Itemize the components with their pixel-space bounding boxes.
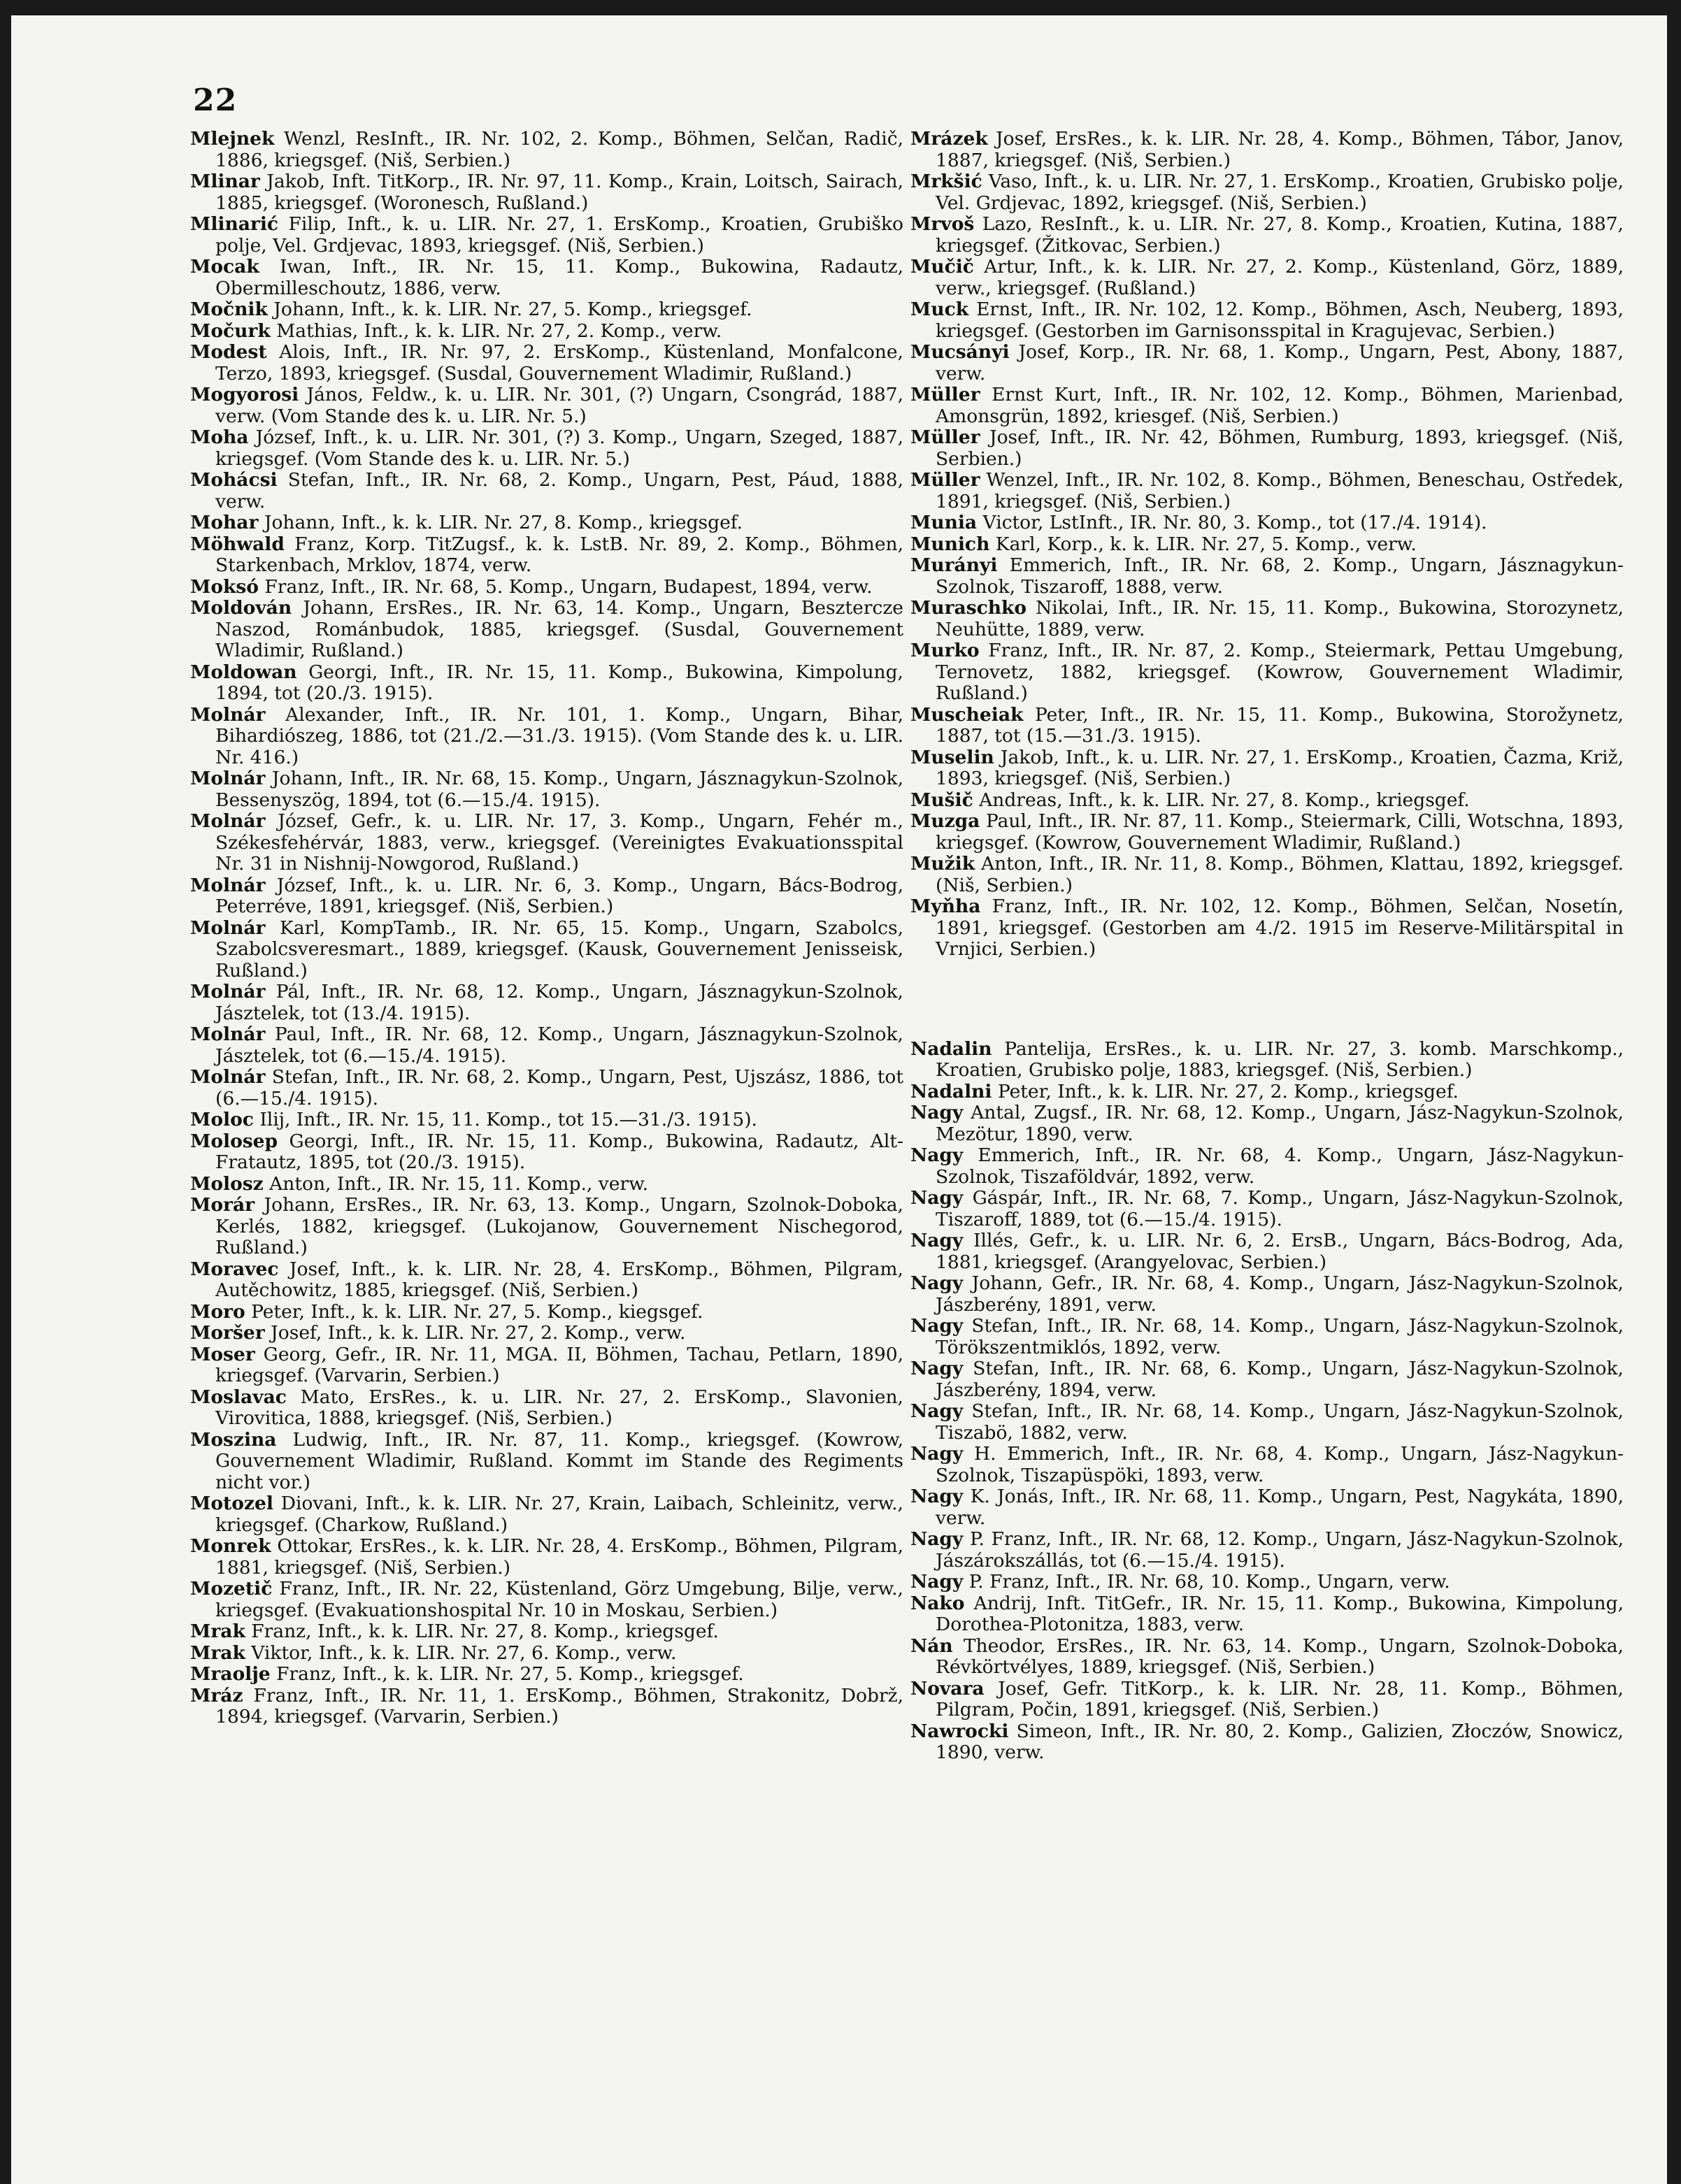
list-entry — [190, 598, 903, 662]
entry-surname: Moksó — [190, 575, 259, 598]
entry-surname: Murányi — [910, 554, 998, 576]
entry-surname: Munia — [910, 512, 978, 533]
entry-details: Peter, Inft., IR. Nr. 15, 11. Komp., Bukowina, Storožynetz, 1887, tot (15.—31./3. 1915). — [936, 703, 1624, 747]
entry-details: Stefan, Inft., IR. Nr. 68, 2. Komp., Ungarn, Pest, Páud, 1888, verw. — [215, 469, 903, 512]
list-entry — [910, 1188, 1624, 1230]
list-entry — [910, 705, 1624, 747]
list-entry — [910, 1486, 1624, 1529]
list-entry — [910, 1572, 1624, 1593]
entry-surname: Nagy — [910, 1230, 964, 1251]
entry-surname: Mozetič — [190, 1578, 273, 1600]
entry-details: Mato, ErsRes., k. u. LIR. Nr. 27, 2. ErsKomp., Slavonien, Virovitica, 1888, kriegsgef. (Niš, Serbien.) — [215, 1386, 903, 1429]
list-entry — [190, 1493, 903, 1536]
entry-surname: Mohar — [190, 512, 259, 533]
entry-details: Peter, Inft., k. k. LIR. Nr. 27, 5. Komp., kiegsgef. — [251, 1300, 703, 1323]
entry-surname: Nagy — [910, 1144, 964, 1166]
entry-surname: Mlejnek — [190, 128, 275, 150]
entry-details: Lazo, ResInft., k. u. LIR. Nr. 27, 8. Komp., Kroatien, Kutina, 1887, kriegsgef. (Žitkovac, Serbien.) — [936, 213, 1624, 257]
entry-details: Josef, ErsRes., k. k. LIR. Nr. 28, 4. Komp., Böhmen, Tábor, Janov, 1887, kriegsgef. (Niš, Serbien.) — [936, 128, 1624, 171]
list-entry — [190, 768, 903, 811]
entry-surname: Moldován — [190, 597, 292, 619]
list-entry — [190, 1174, 903, 1195]
entry-surname: Mogyorosi — [190, 384, 299, 405]
right-column-n-entries — [910, 1039, 1624, 1764]
list-entry — [190, 1195, 903, 1259]
list-entry — [910, 1230, 1624, 1273]
entry-details: Josef, Inft., k. k. LIR. Nr. 27, 2. Komp., verw. — [271, 1322, 686, 1344]
list-entry — [910, 427, 1624, 470]
entry-details: Stefan, Inft., IR. Nr. 68, 14. Komp., Ungarn, Jász-Nagykun-Szolnok, Tiszabö, 1882, verw. — [936, 1400, 1624, 1444]
list-entry — [190, 1387, 903, 1430]
list-entry — [190, 705, 903, 769]
list-entry — [190, 342, 903, 385]
list-entry — [190, 1109, 903, 1131]
entry-details: Mathias, Inft., k. k. LIR. Nr. 27, 2. Komp., verw. — [276, 319, 722, 342]
entry-details: P. Franz, Inft., IR. Nr. 68, 10. Komp., Ungarn, verw. — [968, 1571, 1450, 1593]
entry-details: Johann, Inft., k. k. LIR. Nr. 27, 8. Komp., kriegsgef. — [264, 512, 743, 533]
entry-surname: Molnár — [190, 981, 266, 1003]
list-entry — [910, 811, 1624, 854]
entry-surname: Nawrocki — [910, 1720, 1009, 1742]
list-entry — [910, 299, 1624, 342]
entry-surname: Muscheiak — [910, 703, 1024, 726]
entry-details: Josef, Inft., k. k. LIR. Nr. 28, 4. ErsKomp., Böhmen, Pilgram, Autěchowitz, 1885, kriegsgef. (Niš, Serbien.) — [215, 1258, 903, 1301]
list-entry — [190, 875, 903, 918]
list-entry — [910, 470, 1624, 512]
entry-surname: Mucsányi — [910, 341, 1010, 363]
list-entry — [910, 171, 1624, 214]
list-entry — [190, 662, 903, 705]
entry-details: Johann, Gefr., IR. Nr. 68, 4. Komp., Ungarn, Jász-Nagykun-Szolnok, Jászberény, 1891, verw. — [936, 1272, 1624, 1316]
entry-details: Viktor, Inft., k. k. LIR. Nr. 27, 6. Komp., verw. — [251, 1641, 677, 1664]
entry-surname: Monrek — [190, 1535, 271, 1557]
list-entry — [190, 1643, 903, 1665]
entry-surname: Nagy — [910, 1358, 964, 1379]
list-entry — [910, 1358, 1624, 1401]
list-entry — [190, 534, 903, 577]
entry-surname: Myňha — [910, 896, 981, 917]
left-column — [190, 129, 903, 1728]
entry-details: Ernst Kurt, Inft., IR. Nr. 102, 12. Komp., Böhmen, Marienbad, Amonsgrün, 1892, kriesgef. (Niš, Serbien.) — [936, 384, 1624, 427]
entry-surname: Mrak — [190, 1621, 245, 1642]
list-entry — [910, 1145, 1624, 1188]
list-entry — [910, 129, 1624, 171]
entry-surname: Muselin — [910, 746, 994, 768]
entry-details: János, Feldw., k. u. LIR. Nr. 301, (?) Ungarn, Csongrád, 1887, verw. (Vom Stande des k. u. LIR. Nr. 5.) — [215, 384, 903, 427]
list-entry — [910, 1401, 1624, 1444]
entry-surname: Möhwald — [190, 533, 285, 555]
entry-surname: Müller — [910, 426, 980, 448]
list-entry — [910, 1721, 1624, 1764]
entry-details: Georg, Gefr., IR. Nr. 11, MGA. II, Böhmen, Tachau, Petlarn, 1890, kriegsgef. (Varvarin, Serbien.) — [215, 1343, 903, 1386]
entry-details: Paul, Inft., IR. Nr. 68, 12. Komp., Ungarn, Jásznagykun-Szolnok, Jásztelek, tot (6.—15./4. 1915). — [215, 1023, 903, 1067]
entry-surname: Nagy — [910, 1528, 964, 1550]
entry-details: Diovani, Inft., k. k. LIR. Nr. 27, Krain, Laibach, Schleinitz, verw., kriegsgef. (Charkow, Rußland.) — [215, 1493, 903, 1536]
list-entry — [910, 1636, 1624, 1679]
list-entry — [190, 918, 903, 982]
entry-surname: Mušič — [910, 789, 973, 811]
entry-details: Johann, ErsRes., IR. Nr. 63, 14. Komp., Ungarn, Besztercze Naszod, Románbudok, 1885, kriegsgef. (Susdal, Gouvernement Wladimir, Rußland.) — [215, 597, 903, 661]
right-column — [910, 129, 1624, 1764]
list-entry — [190, 299, 903, 321]
right-column-m-entries — [910, 129, 1624, 961]
section-gap — [910, 961, 1624, 1039]
entry-details: Illés, Gefr., k. u. LIR. Nr. 6, 2. ErsB., Ungarn, Bács-Bodrog, Ada, 1881, kriegsgef. (Arangyelovac, Serbien.) — [936, 1230, 1624, 1273]
entry-details: Anton, Inft., IR. Nr. 15, 11. Komp., verw. — [269, 1172, 649, 1195]
scan-border-top — [0, 0, 1681, 15]
entry-surname: Molnár — [190, 874, 266, 896]
entry-details: Iwan, Inft., IR. Nr. 15, 11. Komp., Bukowina, Radautz, Obermilleschoutz, 1886, verw. — [215, 256, 903, 299]
list-entry — [190, 1686, 903, 1728]
entry-surname: Mraolje — [190, 1663, 271, 1685]
entry-details: Emmerich, Inft., IR. Nr. 68, 4. Komp., Ungarn, Jász-Nagykun-Szolnok, Tiszaföldvár, 1892, verw. — [936, 1144, 1624, 1188]
entry-surname: Nadalin — [910, 1037, 992, 1060]
list-entry — [190, 1579, 903, 1621]
list-entry — [190, 1621, 903, 1643]
entry-surname: Nagy — [910, 1486, 964, 1507]
entry-details: Franz, Inft., k. k. LIR. Nr. 27, 5. Komp., kriegsgef. — [276, 1663, 744, 1685]
entry-details: Peter, Inft., k. k. LIR. Nr. 27, 2. Komp., kriegsgef. — [997, 1080, 1459, 1102]
list-entry — [910, 1444, 1624, 1486]
entry-surname: Muzga — [910, 810, 980, 832]
entry-surname: Mužik — [910, 853, 975, 875]
list-entry — [190, 129, 903, 171]
entry-details: Artur, Inft., k. k. LIR. Nr. 27, 2. Komp., Küstenland, Görz, 1889, verw., kriegsgef. (Rußland.) — [936, 256, 1624, 299]
entry-details: Karl, Korp., k. k. LIR. Nr. 27, 5. Komp., verw. — [995, 533, 1417, 555]
entry-details: Vaso, Inft., k. u. LIR. Nr. 27, 1. ErsKomp., Kroatien, Grubisko polje, Vel. Grdjevac, 1892, kriegsgef. (Niš, Serbien.) — [936, 171, 1624, 214]
list-entry — [910, 896, 1624, 961]
entry-surname: Molnár — [190, 917, 266, 939]
list-entry — [190, 171, 903, 214]
page-number: 22 — [193, 82, 238, 118]
entry-details: Ottokar, ErsRes., k. k. LIR. Nr. 28, 4. ErsKomp., Böhmen, Pilgram, 1881, kriegsgef. (Niš, Serbien.) — [215, 1535, 903, 1579]
entry-details: József, Inft., k. u. LIR. Nr. 6, 3. Komp., Ungarn, Bács-Bodrog, Peterréve, 1891, kriegsgef. (Niš, Serbien.) — [215, 874, 903, 917]
list-entry — [910, 640, 1624, 705]
entry-surname: Mrak — [190, 1641, 245, 1664]
list-entry — [190, 1024, 903, 1067]
list-entry — [910, 534, 1624, 556]
entry-details: Stefan, Inft., IR. Nr. 68, 6. Komp., Ungarn, Jász-Nagykun-Szolnok, Jászberény, 1894, verw. — [936, 1358, 1624, 1401]
entry-details: Pantelija, ErsRes., k. u. LIR. Nr. 27, 3. komb. Marschkomp., Kroatien, Grubisko polje, 1883, kriegsgef. (Niš, Serbien.) — [936, 1037, 1624, 1081]
entry-details: K. Jonás, Inft., IR. Nr. 68, 11. Komp., Ungarn, Pest, Nagykáta, 1890, verw. — [936, 1486, 1624, 1529]
list-entry — [910, 257, 1624, 299]
entry-details: Theodor, ErsRes., IR. Nr. 63, 14. Komp., Ungarn, Szolnok-Doboka, Révkörtvélyes, 1889, kriegsgef. (Niš, Serbien.) — [936, 1635, 1624, 1678]
entry-details: Andrij, Inft. TitGefr., IR. Nr. 15, 11. Komp., Bukowina, Kimpolung, Dorothea-Plotonitza, 1883, verw. — [936, 1592, 1624, 1635]
entry-surname: Novara — [910, 1677, 985, 1700]
list-entry — [190, 1430, 903, 1494]
entry-details: Franz, Inft., IR. Nr. 22, Küstenland, Görz Umgebung, Bilje, verw., kriegsgef. (Evakuationshospital Nr. 10 in Moskau, Serbien.) — [215, 1578, 903, 1621]
entry-surname: Nagy — [910, 1315, 964, 1337]
entry-surname: Munich — [910, 533, 990, 555]
entry-details: Josef, Inft., IR. Nr. 42, Böhmen, Rumburg, 1893, kriegsgef. (Niš, Serbien.) — [936, 426, 1624, 470]
entry-surname: Nagy — [910, 1272, 964, 1294]
entry-details: Johann, Inft., k. k. LIR. Nr. 27, 5. Komp., kriegsgef. — [273, 299, 752, 320]
entry-details: József, Gefr., k. u. LIR. Nr. 17, 3. Komp., Ungarn, Fehér m., Székesfehérvár, 1883, verw., kriegsgef. (Vereinigtes Evakuationsspital Nr. 31 in Nishnij-Nowgorod, Rußland.) — [215, 810, 903, 875]
entry-details: Stefan, Inft., IR. Nr. 68, 2. Komp., Ungarn, Pest, Ujszász, 1886, tot (6.—15./4. 1915). — [215, 1066, 903, 1109]
entry-details: Paul, Inft., IR. Nr. 87, 11. Komp., Steiermark, Cilli, Wotschna, 1893, kriegsgef. (Kowrow, Gouvernement Wladimir, Rußland.) — [936, 810, 1624, 854]
entry-surname: Moser — [190, 1343, 255, 1365]
list-entry — [190, 1259, 903, 1302]
entry-details: Jakob, Inft. TitKorp., IR. Nr. 97, 11. Komp., Krain, Loitsch, Sairach, 1885, kriegsgef. (Woronesch, Rußland.) — [215, 171, 903, 214]
entry-surname: Motozel — [190, 1493, 273, 1514]
entry-details: Alois, Inft., IR. Nr. 97, 2. ErsKomp., Küstenland, Monfalcone, Terzo, 1893, kriegsgef. (Susdal, Gouvernement Wladimir, Rußland.) — [215, 341, 903, 385]
list-entry — [190, 1323, 903, 1344]
entry-surname: Moszina — [190, 1428, 277, 1451]
entry-surname: Moslavac — [190, 1386, 287, 1408]
entry-details: Ilij, Inft., IR. Nr. 15, 11. Komp., tot 15.—31./3. 1915). — [259, 1109, 757, 1130]
entry-details: Franz, Korp. TitZugsf., k. k. LstB. Nr. 89, 2. Komp., Böhmen, Starkenbach, Mrklov, 1874, verw. — [215, 533, 903, 576]
entry-surname: Moršer — [190, 1322, 265, 1344]
entry-details: Alexander, Inft., IR. Nr. 101, 1. Komp., Ungarn, Bihar, Bihardiószeg, 1886, tot (21./2.—31./3. 1915). (Vom Stande des k. u. LIR. Nr. 416.) — [215, 703, 903, 768]
entry-surname: Morár — [190, 1194, 255, 1216]
list-entry — [910, 1273, 1624, 1316]
entry-details: Filip, Inft., k. u. LIR. Nr. 27, 1. ErsKomp., Kroatien, Grubiško polje, Vel. Grdjevac, 1893, kriegsgef. (Niš, Serbien.) — [215, 213, 903, 257]
entry-surname: Mohácsi — [190, 469, 278, 491]
entry-surname: Moldowan — [190, 661, 297, 683]
entry-surname: Molnár — [190, 1066, 266, 1088]
entry-surname: Nagy — [910, 1443, 964, 1465]
list-entry — [190, 470, 903, 512]
list-entry — [190, 214, 903, 257]
list-entry — [910, 385, 1624, 427]
entry-surname: Molnár — [190, 1023, 266, 1045]
entry-details: Ernst, Inft., IR. Nr. 102, 12. Komp., Böhmen, Asch, Neuberg, 1893, kriegsgef. (Gestorben im Garnisonsspital in Kragujevac, Serbien.) — [936, 299, 1624, 342]
entry-details: Wenzel, Inft., IR. Nr. 102, 8. Komp., Böhmen, Beneschau, Ostředek, 1891, kriegsgef. (Niš, Serbien.) — [936, 469, 1624, 512]
list-entry — [190, 1302, 903, 1323]
entry-details: Georgi, Inft., IR. Nr. 15, 11. Komp., Bukowina, Kimpolung, 1894, tot (20./3. 1915). — [215, 661, 903, 704]
list-entry — [910, 342, 1624, 385]
list-entry — [910, 747, 1624, 790]
entry-surname: Mrkšić — [910, 171, 982, 192]
entry-details: Josef, Gefr. TitKorp., k. k. LIR. Nr. 28, 11. Komp., Böhmen, Pilgram, Počin, 1891, kriegsgef. (Niš, Serbien.) — [936, 1677, 1624, 1720]
entry-details: Franz, Inft., k. k. LIR. Nr. 27, 8. Komp., kriegsgef. — [251, 1621, 719, 1642]
list-entry — [190, 577, 903, 598]
list-entry — [910, 1102, 1624, 1145]
entry-details: Nikolai, Inft., IR. Nr. 15, 11. Komp., Bukowina, Storozynetz, Neuhütte, 1889, verw. — [936, 597, 1624, 640]
list-entry — [190, 385, 903, 427]
entry-surname: Muck — [910, 299, 969, 320]
entry-surname: Močnik — [190, 299, 268, 320]
entry-surname: Nako — [910, 1592, 965, 1614]
entry-details: Simeon, Inft., IR. Nr. 80, 2. Komp., Galizien, Złoczów, Snowicz, 1890, verw. — [936, 1720, 1624, 1763]
list-entry — [910, 1082, 1624, 1103]
entry-surname: Mrázek — [910, 128, 988, 150]
entry-details: József, Inft., k. u. LIR. Nr. 301, (?) 3. Komp., Ungarn, Szeged, 1887, kriegsgef. (Vom Stande des k. u. LIR. Nr. 5.) — [215, 426, 903, 470]
entry-details: Georgi, Inft., IR. Nr. 15, 11. Komp., Bukowina, Radautz, Alt-Fratautz, 1895, tot (20./3. 1915). — [215, 1130, 903, 1173]
entry-surname: Mráz — [190, 1684, 243, 1707]
entry-details: Pál, Inft., IR. Nr. 68, 12. Komp., Ungarn, Jásznagykun-Szolnok, Jásztelek, tot (13./4. 1915). — [215, 981, 903, 1024]
list-entry — [910, 790, 1624, 812]
entry-details: Franz, Inft., IR. Nr. 102, 12. Komp., Böhmen, Selčan, Nosetín, 1891, kriegsgef. (Gestorben am 4./2. 1915 im Reserve-Militärspital in Vrnjici, Serbien.) — [936, 896, 1624, 960]
entry-surname: Muraschko — [910, 597, 1027, 619]
list-entry — [190, 1067, 903, 1109]
entry-surname: Mocak — [190, 256, 259, 278]
list-entry — [910, 1529, 1624, 1572]
entry-surname: Modest — [190, 341, 267, 363]
list-entry — [190, 257, 903, 299]
entry-surname: Moravec — [190, 1258, 279, 1280]
entry-surname: Murko — [910, 640, 980, 661]
entry-surname: Nagy — [910, 1187, 964, 1209]
entry-surname: Mlinarić — [190, 213, 279, 235]
entry-details: H. Emmerich, Inft., IR. Nr. 68, 4. Komp., Ungarn, Jász-Nagykun-Szolnok, Tiszapüspöki, 1893, verw. — [936, 1443, 1624, 1486]
scan-border-right — [1667, 0, 1681, 2184]
entry-details: Johann, Inft., IR. Nr. 68, 15. Komp., Ungarn, Jásznagykun-Szolnok, Bessenyszög, 1894, tot (6.—15./4. 1915). — [215, 768, 903, 811]
scan-border-left — [0, 0, 11, 2184]
entry-surname: Molnár — [190, 810, 266, 832]
list-entry — [190, 321, 903, 343]
entry-surname: Müller — [910, 469, 980, 491]
list-entry — [190, 1344, 903, 1387]
entry-details: Josef, Korp., IR. Nr. 68, 1. Komp., Ungarn, Pest, Abony, 1887, verw. — [936, 341, 1624, 385]
list-entry — [910, 854, 1624, 896]
entry-details: Anton, Inft., IR. Nr. 11, 8. Komp., Böhmen, Klattau, 1892, kriegsgef. (Niš, Serbien.) — [936, 853, 1624, 896]
entry-details: Karl, KompTamb., IR. Nr. 65, 15. Komp., Ungarn, Szabolcs, Szabolcsveresmart., 1889, kriegsgef. (Kausk, Gouvernement Jenisseisk, Rußland.) — [215, 917, 903, 982]
entry-surname: Mučič — [910, 256, 974, 278]
list-entry — [190, 1536, 903, 1579]
entry-surname: Nagy — [910, 1102, 964, 1123]
entry-details: Gáspár, Inft., IR. Nr. 68, 7. Komp., Ungarn, Jász-Nagykun-Szolnok, Tiszaroff, 1889, tot (6.—15./4. 1915). — [936, 1187, 1624, 1230]
entry-surname: Nadalni — [910, 1080, 992, 1102]
entry-details: Wenzl, ResInft., IR. Nr. 102, 2. Komp., Böhmen, Selčan, Radič, 1886, kriegsgef. (Niš, Serbien.) — [215, 128, 903, 171]
entry-surname: Moha — [190, 426, 249, 448]
entry-surname: Nagy — [910, 1400, 964, 1422]
list-entry — [910, 1039, 1624, 1082]
entry-details: Ludwig, Inft., IR. Nr. 87, 11. Komp., kriegsgef. (Kowrow, Gouvernement Wladimir, Rußland. Kommt im Stande des Regiments nicht vor.) — [215, 1428, 903, 1493]
list-entry — [190, 1664, 903, 1686]
entry-surname: Mrvoš — [910, 213, 975, 235]
list-entry — [910, 598, 1624, 640]
entry-surname: Molnár — [190, 703, 266, 726]
entry-details: Franz, Inft., IR. Nr. 87, 2. Komp., Steiermark, Pettau Umgebung, Ternovetz, 1882, kriegsgef. (Kowrow, Gouvernement Wladimir, Rußland.) — [936, 640, 1624, 704]
entry-surname: Nagy — [910, 1571, 964, 1593]
list-entry — [910, 1679, 1624, 1721]
entry-surname: Molosz — [190, 1172, 264, 1195]
list-entry — [190, 512, 903, 534]
entry-details: Victor, LstInft., IR. Nr. 80, 3. Komp., tot (17./4. 1914). — [982, 512, 1487, 533]
entry-surname: Moro — [190, 1300, 245, 1323]
entry-details: P. Franz, Inft., IR. Nr. 68, 12. Komp., Ungarn, Jász-Nagykun-Szolnok, Jászárokszállás, tot (6.—15./4. 1915). — [936, 1528, 1624, 1572]
list-entry — [910, 1593, 1624, 1636]
entry-details: Andreas, Inft., k. k. LIR. Nr. 27, 8. Komp., kriegsgef. — [979, 789, 1470, 811]
list-entry — [910, 555, 1624, 598]
list-entry — [190, 1131, 903, 1174]
entry-surname: Nán — [910, 1635, 953, 1657]
entry-details: Franz, Inft., IR. Nr. 68, 5. Komp., Ungarn, Budapest, 1894, verw. — [264, 575, 873, 598]
list-entry — [910, 512, 1624, 534]
entry-surname: Moloc — [190, 1109, 254, 1130]
entry-details: Johann, ErsRes., IR. Nr. 63, 13. Komp., Ungarn, Szolnok-Doboka, Kerlés, 1882, kriegsgef. (Lukojanow, Gouvernement Nischegorod, Rußland.) — [215, 1194, 903, 1258]
list-entry — [910, 1316, 1624, 1358]
entry-details: Franz, Inft., IR. Nr. 11, 1. ErsKomp., Böhmen, Strakonitz, Dobrž, 1894, kriegsgef. (Varvarin, Serbien.) — [215, 1684, 903, 1727]
list-entry — [190, 811, 903, 875]
entry-surname: Molosep — [190, 1130, 278, 1152]
entry-surname: Močurk — [190, 319, 271, 342]
entry-surname: Molnár — [190, 768, 266, 789]
entry-details: Stefan, Inft., IR. Nr. 68, 14. Komp., Ungarn, Jász-Nagykun-Szolnok, Törökszentmiklós, 1892, verw. — [936, 1315, 1624, 1358]
list-entry — [910, 214, 1624, 257]
entry-details: Jakob, Inft., k. u. LIR. Nr. 27, 1. ErsKomp., Kroatien, Čazma, Križ, 1893, kriegsgef. (Niš, Serbien.) — [936, 746, 1624, 789]
entry-details: Emmerich, Inft., IR. Nr. 68, 2. Komp., Ungarn, Jásznagykun-Szolnok, Tiszaroff, 1888, verw. — [936, 554, 1624, 598]
list-entry — [190, 427, 903, 470]
entry-details: Antal, Zugsf., IR. Nr. 68, 12. Komp., Ungarn, Jász-Nagykun-Szolnok, Mezötur, 1890, verw. — [936, 1102, 1624, 1145]
entry-surname: Müller — [910, 384, 980, 405]
entry-surname: Mlinar — [190, 171, 260, 192]
list-entry — [190, 982, 903, 1024]
